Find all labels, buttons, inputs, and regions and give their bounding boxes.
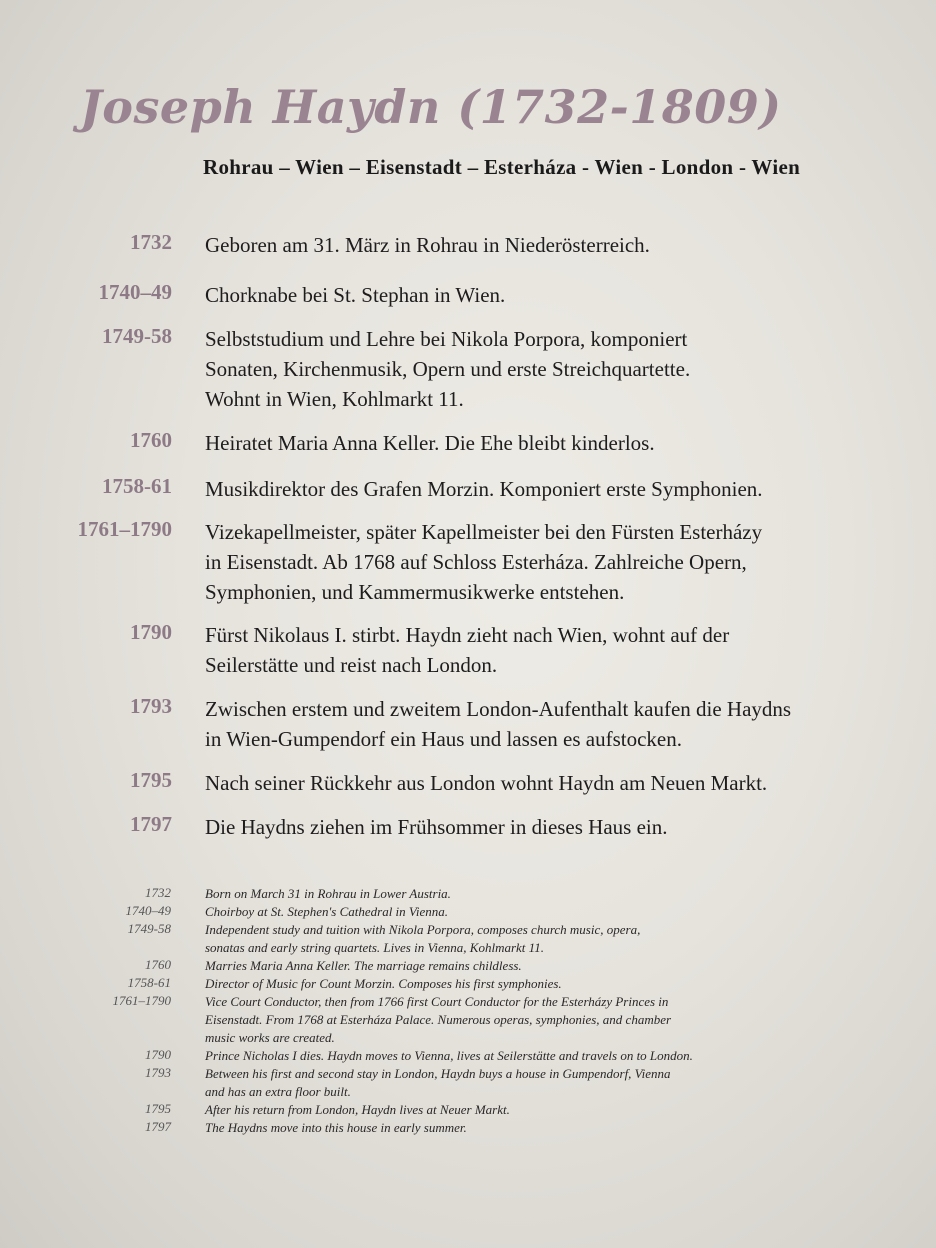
entry-line: Choirboy at St. Stephen's Cathedral in Vienna. bbox=[205, 904, 449, 919]
entry-year: 1732 bbox=[130, 230, 172, 254]
entry-text bbox=[205, 517, 905, 607]
entry-line: Fürst Nikolaus I. stirbt. Haydn zieht nach Wien, wohnt auf der bbox=[205, 623, 730, 647]
entry-year: 1749-58 bbox=[102, 324, 172, 348]
entry-year: 1795 bbox=[130, 768, 172, 792]
entry-text bbox=[205, 812, 905, 842]
entry-year: 1797 bbox=[145, 1119, 171, 1134]
entry-line: Symphonien, und Kammermusikwerke entstehen. bbox=[205, 580, 625, 604]
entry-line: Marries Maria Anna Keller. The marriage remains childless. bbox=[205, 958, 522, 973]
entry-line: Heiratet Maria Anna Keller. Die Ehe bleibt kinderlos. bbox=[205, 431, 655, 455]
entry-line: Musikdirektor des Grafen Morzin. Komponiert erste Symphonien. bbox=[205, 477, 763, 501]
entry-year: 1732 bbox=[145, 885, 171, 900]
entry-year: 1761–1790 bbox=[112, 993, 171, 1008]
entry-text bbox=[205, 428, 905, 458]
places-subtitle: Rohrau – Wien – Eisenstadt – Esterháza - Wien - London - Wien bbox=[203, 155, 801, 179]
entry-line: The Haydns move into this house in early summer. bbox=[205, 1120, 467, 1135]
entry-text bbox=[205, 474, 905, 504]
entry-line: in Wien-Gumpendorf ein Haus und lassen es aufstocken. bbox=[205, 727, 682, 751]
entry-line: Die Haydns ziehen im Frühsommer in dieses Haus ein. bbox=[205, 815, 668, 839]
entry-year: 1795 bbox=[145, 1101, 171, 1116]
entry-line: in Eisenstadt. Ab 1768 auf Schloss Esterháza. Zahlreiche Opern, bbox=[205, 550, 747, 574]
entry-text bbox=[205, 921, 825, 957]
entry-year: 1749-58 bbox=[127, 921, 171, 936]
entry-year: 1758-61 bbox=[102, 474, 172, 498]
entry-text bbox=[205, 903, 825, 921]
entry-text bbox=[205, 975, 825, 993]
entry-year: 1797 bbox=[130, 812, 172, 836]
entry-year: 1758-61 bbox=[127, 975, 171, 990]
entry-text bbox=[205, 1119, 825, 1137]
entry-year: 1793 bbox=[130, 694, 172, 718]
entry-year: 1761–1790 bbox=[77, 517, 172, 541]
page-title: Joseph Haydn (1732-1809) bbox=[80, 80, 782, 134]
entry-line: sonatas and early string quartets. Lives in Vienna, Kohlmarkt 11. bbox=[205, 940, 544, 955]
entry-text bbox=[205, 1101, 825, 1119]
entry-line: and has an extra floor built. bbox=[205, 1084, 351, 1099]
entry-year: 1760 bbox=[130, 428, 172, 452]
entry-line: Vizekapellmeister, später Kapellmeister bei den Fürsten Esterházy bbox=[205, 520, 763, 544]
entry-line: After his return from London, Haydn lives at Neuer Markt. bbox=[205, 1102, 510, 1117]
entry-line: Born on March 31 in Rohrau in Lower Austria. bbox=[205, 886, 451, 901]
entry-line: Independent study and tuition with Nikola Porpora, composes church music, opera, bbox=[205, 922, 641, 937]
entry-text bbox=[205, 768, 905, 798]
entry-text bbox=[205, 694, 905, 754]
entry-line: music works are created. bbox=[205, 1030, 335, 1045]
entry-text bbox=[205, 230, 905, 260]
entry-text bbox=[205, 280, 905, 310]
entry-year: 1793 bbox=[145, 1065, 171, 1080]
entry-year: 1790 bbox=[145, 1047, 171, 1062]
entry-line: Wohnt in Wien, Kohlmarkt 11. bbox=[205, 387, 464, 411]
entry-year: 1740–49 bbox=[98, 280, 172, 304]
entry-year: 1740–49 bbox=[125, 903, 171, 918]
entry-line: Director of Music for Count Morzin. Composes his first symphonies. bbox=[205, 976, 562, 991]
entry-year: 1760 bbox=[145, 957, 171, 972]
entry-text bbox=[205, 1065, 825, 1101]
entry-line: Sonaten, Kirchenmusik, Opern und erste Streichquartette. bbox=[205, 357, 691, 381]
entry-text bbox=[205, 620, 905, 680]
entry-year: 1790 bbox=[130, 620, 172, 644]
entry-line: Between his first and second stay in London, Haydn buys a house in Gumpendorf, Vienna bbox=[205, 1066, 671, 1081]
entry-line: Prince Nicholas I dies. Haydn moves to Vienna, lives at Seilerstätte and travels on to London. bbox=[205, 1048, 693, 1063]
entry-line: Seilerstätte und reist nach London. bbox=[205, 653, 498, 677]
entry-text bbox=[205, 957, 825, 975]
entry-line: Zwischen erstem und zweitem London-Aufenthalt kaufen die Haydns bbox=[205, 697, 792, 721]
entry-text bbox=[205, 993, 825, 1047]
entry-line: Geboren am 31. März in Rohrau in Niederösterreich. bbox=[205, 233, 650, 257]
entry-line: Vice Court Conductor, then from 1766 first Court Conductor for the Esterházy Princes in bbox=[205, 994, 669, 1009]
entry-text bbox=[205, 885, 825, 903]
entry-text bbox=[205, 324, 905, 414]
entry-line: Selbststudium und Lehre bei Nikola Porpora, komponiert bbox=[205, 327, 688, 351]
entry-line: Eisenstadt. From 1768 at Esterháza Palace. Numerous operas, symphonies, and chamber bbox=[205, 1012, 672, 1027]
entry-text bbox=[205, 1047, 825, 1065]
entry-line: Chorknabe bei St. Stephan in Wien. bbox=[205, 283, 506, 307]
entry-line: Nach seiner Rückkehr aus London wohnt Haydn am Neuen Markt. bbox=[205, 771, 768, 795]
